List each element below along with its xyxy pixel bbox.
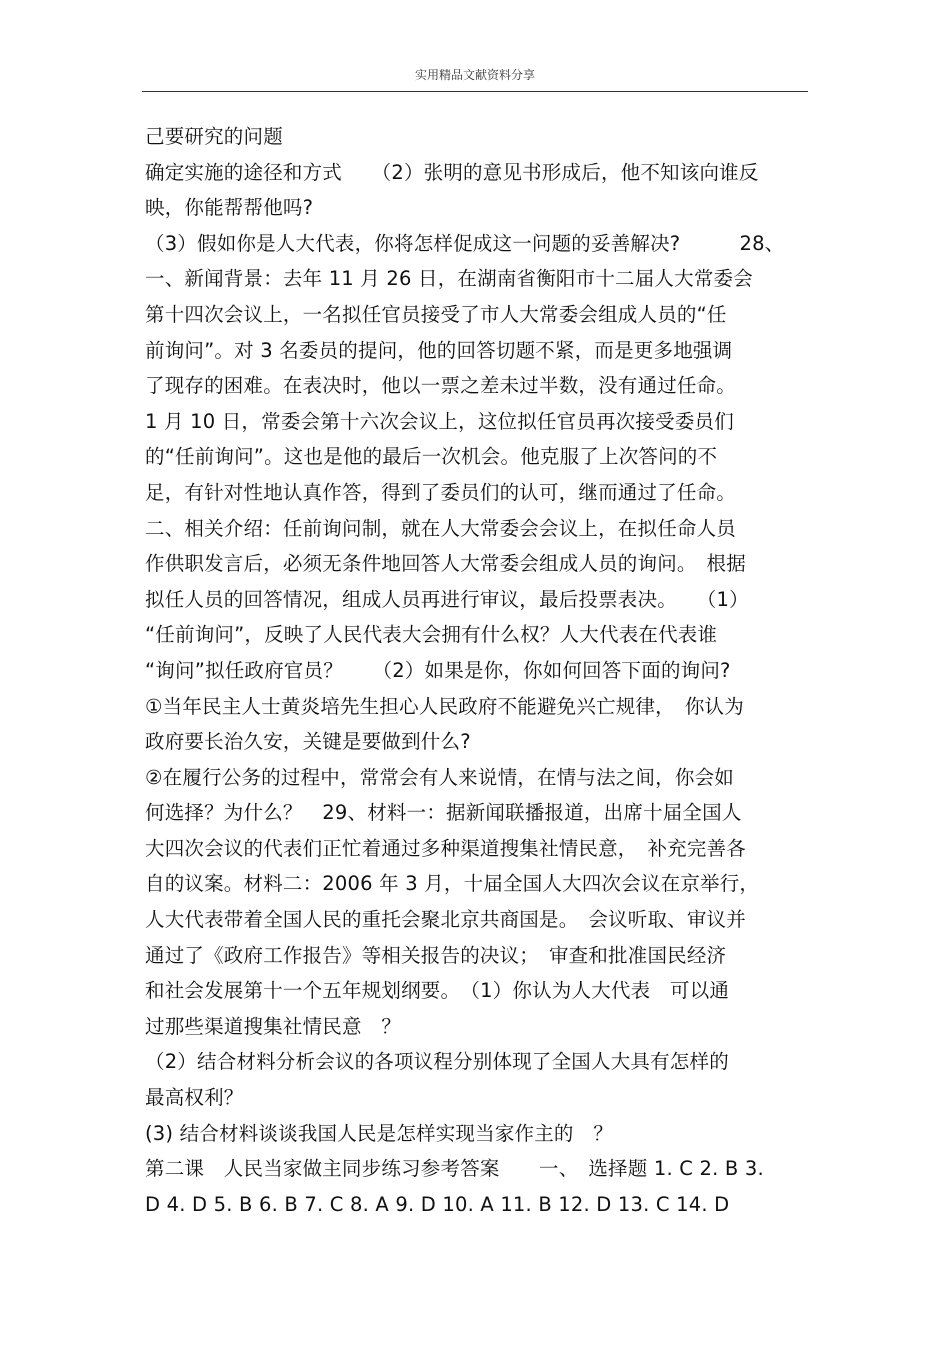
text-line: 拟任人员的回答情况，组成人员再进行审议，最后投票表决。 （1） bbox=[145, 587, 749, 611]
text-line: “任前询问”，反映了人民代表大会拥有什么权？人大代表在代表谁 bbox=[145, 623, 718, 647]
text-line: 最高权利？ bbox=[145, 1086, 244, 1110]
text-line: 确定实施的途径和方式 （2）张明的意见书形成后，他不知该向谁反 bbox=[145, 160, 759, 184]
document-body bbox=[145, 119, 815, 1222]
text-line: “询问”拟任政府官员？ （2）如果是你，你如何回答下面的询问? bbox=[145, 658, 731, 682]
text-line: 大四次会议的代表们正忙着通过多种渠道搜集社情民意， 补充完善各 bbox=[145, 836, 746, 860]
text-line: 和社会发展第十一个五年规划纲要。 （1）你认为人大代表 可以通 bbox=[145, 979, 730, 1003]
text-line: 政府要长治久安，关键是要做到什么? bbox=[145, 730, 471, 754]
text-line: 何选择？为什么？ 29、材料一：据新闻联播报道，出席十届全国人 bbox=[145, 801, 742, 825]
text-line: 第十四次会议上，一名拟任官员接受了市人大常委会组成人员的“任 bbox=[145, 302, 727, 326]
text-line: 1 月 10 日，常委会第十六次会议上，这位拟任官员再次接受委员们 bbox=[145, 409, 734, 433]
text-line: 自的议案。材料二：2006 年 3 月，十届全国人大四次会议在京举行， bbox=[145, 872, 760, 896]
text-line: 过那些渠道搜集社情民意 ？ bbox=[145, 1014, 402, 1038]
text-line: 了现存的困难。在表决时，他以一票之差未过半数，没有通过任命。 bbox=[145, 374, 737, 398]
page-header: 实用精品文献资料分享 bbox=[414, 68, 535, 82]
text-line: 通过了《政府工作报告》等相关报告的决议； 审查和批准国民经济 bbox=[145, 943, 727, 967]
text-line: 足，有针对性地认真作答，得到了委员们的认可，继而通过了任命。 bbox=[145, 480, 737, 504]
text-line: ②在履行公务的过程中，常常会有人来说情，在情与法之间，你会如 bbox=[145, 765, 734, 789]
text-line: （3）假如你是人大代表，你将怎样促成这一问题的妥善解决? 28、 bbox=[145, 231, 785, 255]
text-line: 人大代表带着全国人民的重托会聚北京共商国是。 会议听取、审议并 bbox=[145, 908, 746, 932]
text-line: 的“任前询问”。这也是他的最后一次机会。他克服了上次答问的不 bbox=[145, 445, 718, 469]
text-line: 二、相关介绍：任前询问制，就在人大常委会会议上，在拟任命人员 bbox=[145, 516, 737, 540]
header-divider bbox=[142, 91, 808, 92]
text-line: （2）结合材料分析会议的各项议程分别体现了全国人大具有怎样的 bbox=[145, 1050, 729, 1074]
text-line: 作供职发言后，必须无条件地回答人大常委会组成人员的询问。 根据 bbox=[145, 552, 746, 576]
text-line: 一、新闻背景：去年 11 月 26 日，在湖南省衡阳市十二届人大常委会 bbox=[145, 267, 753, 291]
text-line: 前询问”。对 3 名委员的提问，他的回答切题不紧，而是更多地强调 bbox=[145, 338, 733, 362]
text-line: 映，你能帮帮他吗? bbox=[145, 196, 314, 220]
text-line: ①当年民主人士黄炎培先生担心人民政府不能避免兴亡规律， 你认为 bbox=[145, 694, 744, 718]
text-line: 第二课 人民当家做主同步练习参考答案 一、 选择题 1. C 2. B 3. bbox=[145, 1157, 764, 1181]
text-line: D 4. D 5. B 6. B 7. C 8. A 9. D 10. A 11. B 12. D 13. C 14. D bbox=[145, 1192, 730, 1216]
text-line: 己要研究的问题 bbox=[145, 125, 283, 148]
text-line: (3) 结合材料谈谈我国人民是怎样实现当家作主的 ？ bbox=[145, 1121, 614, 1145]
